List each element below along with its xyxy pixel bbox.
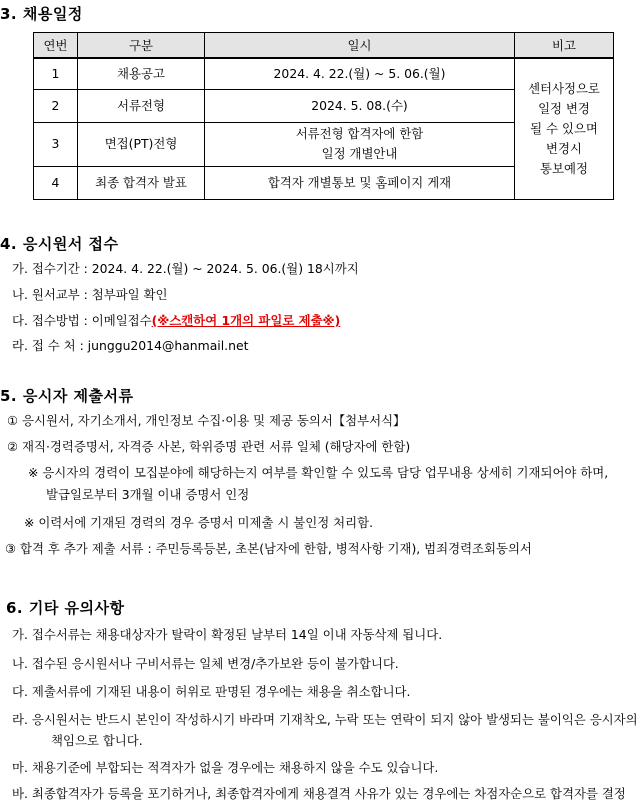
notice-item: 가. 접수서류는 채용대상자가 탈락이 확정된 날부터 14일 이내 자동삭제 됩니다. [12,627,443,642]
row-no: 2 [34,89,78,122]
schedule-table [33,32,614,200]
col-header-note: 비고 [515,33,614,59]
row-date: 합격자 개별통보 및 홈페이지 게재 [205,166,515,199]
document-note: ※ 이력서에 기재된 경력의 경우 증명서 미제출 시 불인정 처리함. [24,515,374,530]
application-method-text: 다. 접수방법 : 이메일접수 [12,313,152,328]
row-category: 서류전형 [78,89,205,122]
note-line: 될 수 있으며 [530,120,598,136]
row-category: 채용공고 [78,58,205,89]
section-5-heading: 5. 응시자 제출서류 [0,387,134,405]
document-note-cont: 발급일로부터 3개월 이내 증명서 인정 [46,487,250,502]
application-email[interactable]: 라. 접 수 처 : junggu2014@hanmail.net [12,338,249,353]
table-row [34,58,614,89]
section-4-heading: 4. 응시원서 접수 [0,235,119,253]
row-no: 3 [34,122,78,166]
application-period: 가. 접수기간 : 2024. 4. 22.(월) ~ 2024. 5. 06.(월) 18시까지 [12,261,359,276]
document-item: ② 재직·경력증명서, 자격증 사본, 학위증명 관련 서류 일체 (해당자에 한함) [7,439,411,454]
notice-item: 나. 접수된 응시원서나 구비서류는 일체 변경/추가보완 등이 불가합니다. [12,656,399,671]
notice-item: 마. 채용기준에 부합되는 적격자가 없을 경우에는 채용하지 않을 수도 있습니다. [12,760,439,775]
application-method [12,313,340,329]
document-item: ① 응시원서, 자기소개서, 개인정보 수집·이용 및 제공 동의서【첨부서식】 [7,413,406,428]
section-6-heading: 6. 기타 유의사항 [6,599,125,617]
row-date [205,122,515,166]
row-date-line: 일정 개별안내 [321,146,398,161]
row-date-line: 서류전형 합격자에 한함 [295,126,424,141]
row-category: 최종 합격자 발표 [78,166,205,199]
row-category: 면접(PT)전형 [78,122,205,166]
note-line: 일정 변경 [538,100,590,116]
row-date: 2024. 5. 08.(수) [205,89,515,122]
note-line: 변경시 [546,140,582,156]
application-method-highlight: (※스캔하여 1개의 파일로 제출※) [151,313,341,328]
notice-item: 다. 제출서류에 기재된 내용이 허위로 판명된 경우에는 채용을 취소합니다. [12,684,411,699]
notice-item-cont: 책임으로 합니다. [51,733,143,748]
section-3-heading: 3. 채용일정 [0,5,83,23]
col-header-category: 구분 [78,33,205,59]
row-no: 1 [34,58,78,89]
document-item: ③ 합격 후 추가 제출 서류 : 주민등록등본, 초본(남자에 한함, 병적사항 기재), 범죄경력조회동의서 [5,541,532,556]
document-note: ※ 응시자의 경력이 모집분야에 해당하는지 여부를 확인할 수 있도록 담당 업무내용 상세히 기재되어야 하며, [28,465,609,480]
note-line: 통보예정 [540,160,588,176]
col-header-date: 일시 [205,33,515,59]
table-header-row [34,33,614,59]
form-distribution: 나. 원서교부 : 첨부파일 확인 [12,287,168,302]
note-cell [515,58,614,199]
row-no: 4 [34,166,78,199]
col-header-no: 연번 [34,33,78,59]
notice-item: 바. 최종합격자가 등록을 포기하거나, 최종합격자에게 채용결격 사유가 있는 경우에는 차점자순으로 합격자를 결정 [12,786,626,801]
note-line: 센터사정으로 [528,80,600,96]
row-date: 2024. 4. 22.(월) ~ 5. 06.(월) [205,58,515,89]
notice-item: 라. 응시원서는 반드시 본인이 작성하시기 바라며 기재착오, 누락 또는 연락이 되지 않아 발생되는 불이익은 응시자의 [12,712,638,727]
